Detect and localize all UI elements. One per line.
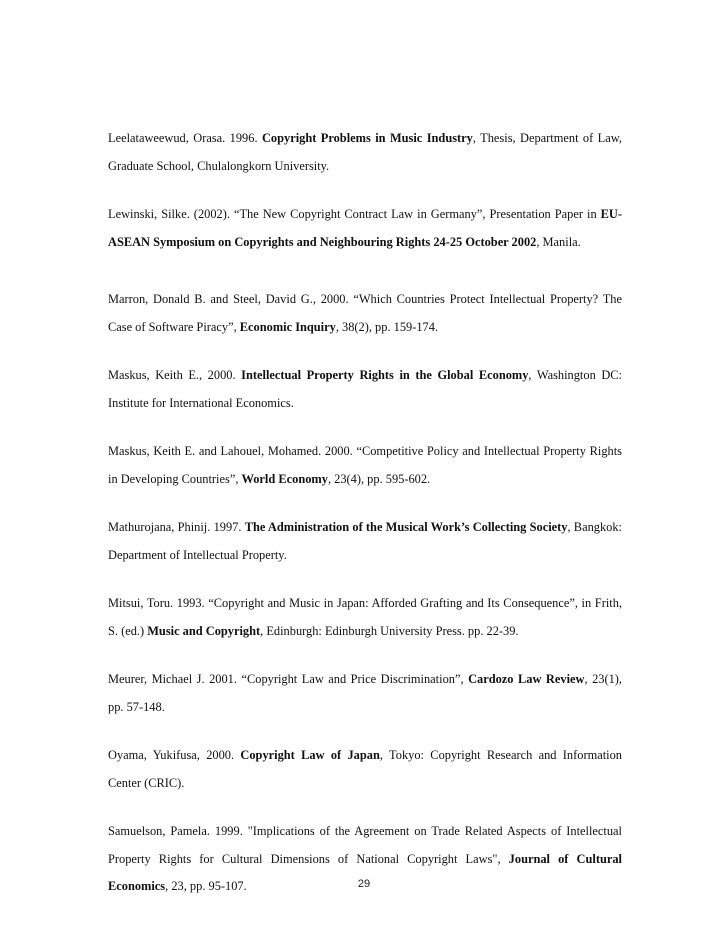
- reference-title: Intellectual Property Rights in the Global Economy: [241, 368, 529, 382]
- reference-text: , Thesis, Department of Law, Graduate School, Chulalongkorn University.: [108, 131, 622, 173]
- reference-title: Copyright Law of Japan: [240, 748, 380, 762]
- reference-text: Maskus, Keith E. and Lahouel, Mohamed. 2000. “Competitive Policy and Intellectual Property Rights in Developing Countries”,: [108, 444, 622, 486]
- reference-entry: [108, 742, 622, 797]
- reference-text: , 38(2), pp. 159-174.: [335, 319, 439, 334]
- reference-title: Music and Copyright: [147, 623, 261, 638]
- reference-entry: [108, 666, 622, 721]
- reference-title: Journal of Cultural Economics: [108, 851, 622, 893]
- reference-text: , Tokyo: Copyright Research and Information Center (CRIC).: [108, 748, 622, 790]
- reference-text: Marron, Donald B. and Steel, David G., 2000. “Which Countries Protect Intellectual Property? The Case of Software Piracy”,: [108, 292, 622, 334]
- reference-text: Meurer, Michael J. 2001. “Copyright Law and Price Discrimination”,: [108, 672, 469, 686]
- reference-text: , 23(1), pp. 57-148.: [108, 672, 623, 714]
- reference-text: , Bangkok: Department of Intellectual Property.: [108, 520, 622, 562]
- reference-text: , Edinburgh: Edinburgh University Press. pp. 22-39.: [260, 623, 519, 638]
- reference-text: , 23, pp. 95-107.: [165, 879, 247, 893]
- reference-title: EU-ASEAN Symposium on Copyrights and Neighbouring Rights 24-25 October 2002: [108, 207, 622, 249]
- reference-text: Oyama, Yukifusa, 2000.: [108, 748, 241, 762]
- reference-title: The Administration of the Musical Work’s Collecting Society: [244, 520, 568, 534]
- reference-text: Mathurojana, Phinij. 1997.: [108, 520, 245, 534]
- reference-title: Cardozo Law Review: [468, 672, 585, 686]
- reference-entry: [108, 438, 622, 493]
- reference-text: Mitsui, Toru. 1993. “Copyright and Music in Japan: Afforded Grafting and Its Consequence”, in Frith, S. (ed.): [108, 596, 622, 638]
- reference-title: Copyright Problems in Music Industry: [261, 131, 473, 145]
- reference-title: World Economy: [241, 471, 328, 486]
- reference-entry: [108, 362, 622, 417]
- reference-title: Economic Inquiry: [239, 319, 336, 334]
- reference-text: , 23(4), pp. 595-602.: [327, 471, 431, 486]
- reference-entry: [108, 514, 622, 569]
- reference-entry: [108, 125, 622, 180]
- reference-text: Leelataweewud, Orasa. 1996.: [108, 131, 262, 145]
- reference-entry: [108, 590, 622, 645]
- page-number: 29: [357, 878, 371, 890]
- reference-text: Maskus, Keith E., 2000.: [108, 368, 242, 382]
- reference-text: , Washington DC: Institute for International Economics.: [108, 368, 622, 410]
- reference-entry: [108, 286, 622, 341]
- reference-entry: [108, 201, 622, 256]
- reference-text: Samuelson, Pamela. 1999. "Implications of the Agreement on Trade Related Aspects of Intellectual Property Rights for Cultural Dimensions of National Copyright Laws",: [108, 824, 622, 866]
- reference-text: Lewinski, Silke. (2002). “The New Copyright Contract Law in Germany”, Presentation Paper in: [108, 207, 601, 221]
- reference-text: , Manila.: [536, 234, 581, 249]
- reference-list: [108, 125, 622, 922]
